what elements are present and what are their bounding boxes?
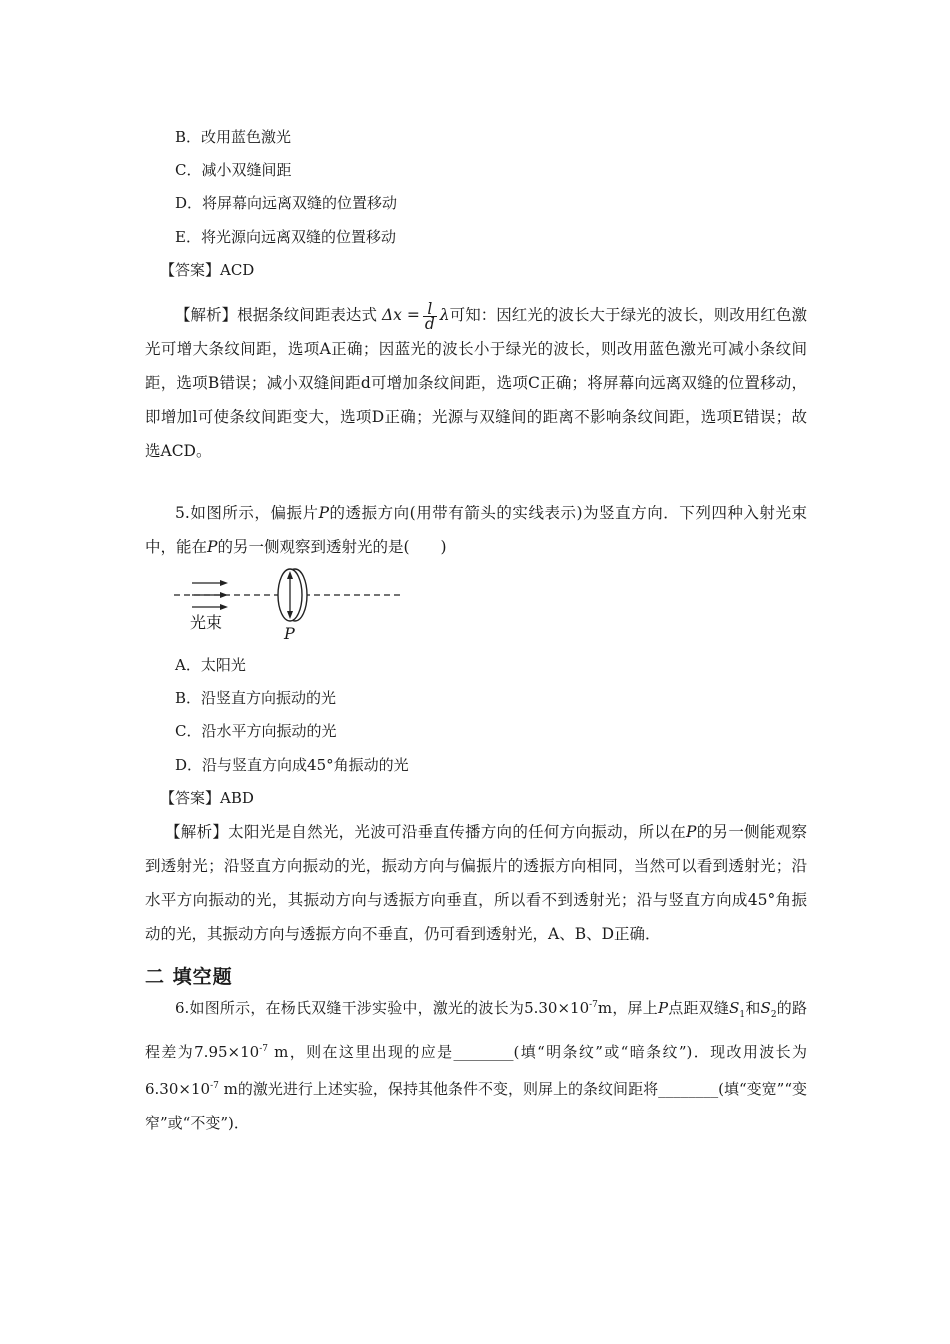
fraction-numerator: l [423, 302, 437, 317]
q6-p-symbol: P [657, 999, 669, 1017]
formula-lhs: Δx = [381, 306, 420, 324]
q6-exp-1: -7 [589, 1000, 598, 1010]
q5-p-symbol-2: P [207, 538, 218, 556]
q6-text-3: 点距双缝 [668, 999, 730, 1017]
q6-text-6: m，则在这里出现的应是________(填“明条纹”或“暗条纹”)．现改用波长为6.30×10 [145, 1043, 807, 1098]
q4-option-e: E．将光源向远离双缝的位置移动 [175, 228, 396, 246]
polarizer-p-label: P [284, 624, 295, 643]
q6-text-7: m的激光进行上述实验，保持其他条件不变，则屏上的条纹间距将________(填“变宽”“变窄”或“不变”)． [145, 1080, 807, 1132]
q6-text-2: m，屏上 [597, 999, 658, 1017]
q5-option-c: C．沿水平方向振动的光 [175, 722, 337, 740]
q6-stem [145, 988, 807, 1140]
q6-s2-sub: 2 [770, 1010, 777, 1020]
polarizer-figure [172, 568, 402, 648]
section-heading: 二 填空题 [145, 966, 233, 988]
q4-option-b: B．改用蓝色激光 [175, 128, 292, 146]
q5-option-b: B．沿竖直方向振动的光 [175, 689, 337, 707]
formula-lambda: λ [439, 306, 450, 324]
beam-label: 光束 [190, 613, 223, 632]
q5-analysis [145, 815, 807, 951]
q4-option-c: C．减小双缝间距 [175, 161, 292, 179]
q5-p-symbol: P [318, 504, 329, 522]
q4-analysis [145, 298, 807, 468]
q5-stem-text-3: 的另一侧观察到透射光的是( ) [217, 538, 447, 556]
q5-analysis-text-2: 的另一侧能观察到透射光；沿竖直方向振动的光，振动方向与偏振片的透振方向相同，当然可以看到透射光；沿水平方向振动的光，其振动方向与透振方向垂直，所以看不到透射光；沿与竖直方向成45°角振动的光，其振动方向与透振方向不垂直，仍可看到透射光，A、B、D正确． [145, 823, 807, 943]
q6-exp-2: -7 [259, 1044, 268, 1054]
q6-text-1: 6.如图所示，在杨氏双缝干涉实验中，激光的波长为5.30×10 [175, 999, 590, 1017]
q5-stem-text-1: 5.如图所示，偏振片 [175, 504, 319, 522]
analysis-text-2: 可知：因红光的波长大于绿光的波长，则改用红色激光可增大条纹间距，选项A正确；因蓝光的波长小于绿光的波长，则改用蓝色激光可减小条纹间距，选项B错误；减小双缝间距d可增加条纹间距，选项C正确；将屏幕向远离双缝的位置移动，即增加l可使条纹间距变大，选项D正确；光源与双缝间的距离不影响条纹间距，选项E错误；故选ACD。 [145, 306, 807, 460]
q5-option-a: A．太阳光 [175, 656, 246, 674]
q5-option-d: D．沿与竖直方向成45°角振动的光 [175, 756, 409, 774]
q5-analysis-text-1: 太阳光是自然光，光波可沿垂直传播方向的任何方向振动，所以在 [228, 823, 687, 841]
q6-text-4: 和 [745, 999, 761, 1017]
fraction-denominator: d [424, 314, 435, 333]
analysis-label: 【解析】 [165, 823, 229, 841]
q5-answer: 【答案】ABD [160, 789, 254, 807]
analysis-label: 【解析】 [175, 306, 238, 324]
q6-s2-symbol: S [760, 999, 771, 1017]
q4-answer: 【答案】ACD [160, 261, 255, 279]
analysis-text-1: 根据条纹间距表达式 [237, 306, 377, 324]
formula-fraction [423, 299, 437, 333]
q6-text-5: 的路程差为7.95×10 [145, 999, 807, 1061]
q6-s1-symbol: S [729, 999, 740, 1017]
q5-stem [145, 496, 807, 564]
q6-exp-3: -7 [210, 1081, 219, 1091]
q5-stem-text-2: 的透振方向(用带有箭头的实线表示)为竖直方向．下列四种入射光束中，能在 [145, 504, 807, 556]
q4-option-d: D．将屏幕向远离双缝的位置移动 [175, 194, 398, 212]
q6-s1-sub: 1 [739, 1010, 746, 1020]
q5-analysis-p: P [686, 823, 697, 841]
